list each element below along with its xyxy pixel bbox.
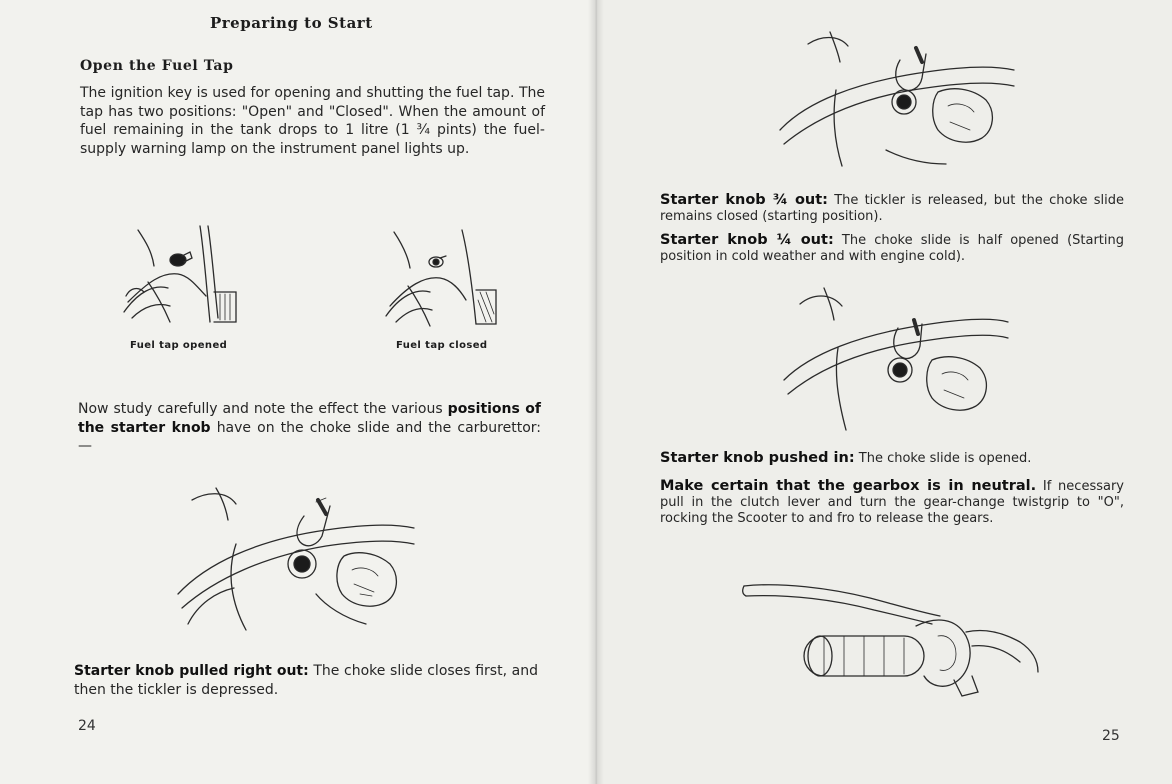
starter-knob-three-quarter-text: Starter knob ¾ out: The tickler is released, but the choke slide remains closed (starting position). xyxy=(660,192,1124,224)
page-number-right: 25 xyxy=(1102,728,1120,744)
starter-knob-pulled-out-text: Starter knob pulled right out: The choke slide closes first, and then the tickler is depressed. xyxy=(74,663,539,698)
fuel-tap-closed-illustration xyxy=(380,224,510,334)
starter-knob-intro: Now study carefully and note the effect the various positions of the starter knob have on the choke slide and the carburettor: — xyxy=(78,401,541,454)
page-heading: Preparing to Start xyxy=(210,14,373,32)
twistgrip-handlebar-illustration xyxy=(740,576,1040,706)
starter-knob-quarter-text: Starter knob ¼ out: The choke slide is half opened (Starting position in cold weather and with engine cold). xyxy=(660,232,1124,264)
fuel-tap-open-illustration xyxy=(118,222,248,332)
page-number-left: 24 xyxy=(78,718,96,734)
caption-fuel-tap-closed: Fuel tap closed xyxy=(396,340,488,351)
starter-knob-quarter-illustration xyxy=(780,284,1010,434)
fuel-tap-paragraph: The ignition key is used for opening and shutting the fuel tap. The tap has two positions: "Open" and "Closed". When the amount of fuel remaining in the tank drops to 1 litre (1 ¾ pints) the fuel-supply warning lamp on the instrument panel lights up. xyxy=(80,85,545,157)
starter-knob-three-quarter-illustration xyxy=(776,30,1016,170)
gearbox-neutral-text: Make certain that the gearbox is in neutral. If necessary pull in the clutch lever and turn the gear-change twistgrip to "O", rocking the Scooter to and fro to release the gears. xyxy=(660,478,1124,526)
starter-knob-pushed-in-text: Starter knob pushed in: The choke slide is opened. xyxy=(660,450,1032,466)
section-title-fuel-tap: Open the Fuel Tap xyxy=(80,58,234,74)
caption-fuel-tap-opened: Fuel tap opened xyxy=(130,340,228,351)
starter-knob-pulled-out-illustration xyxy=(176,484,416,634)
book-gutter xyxy=(588,0,604,784)
